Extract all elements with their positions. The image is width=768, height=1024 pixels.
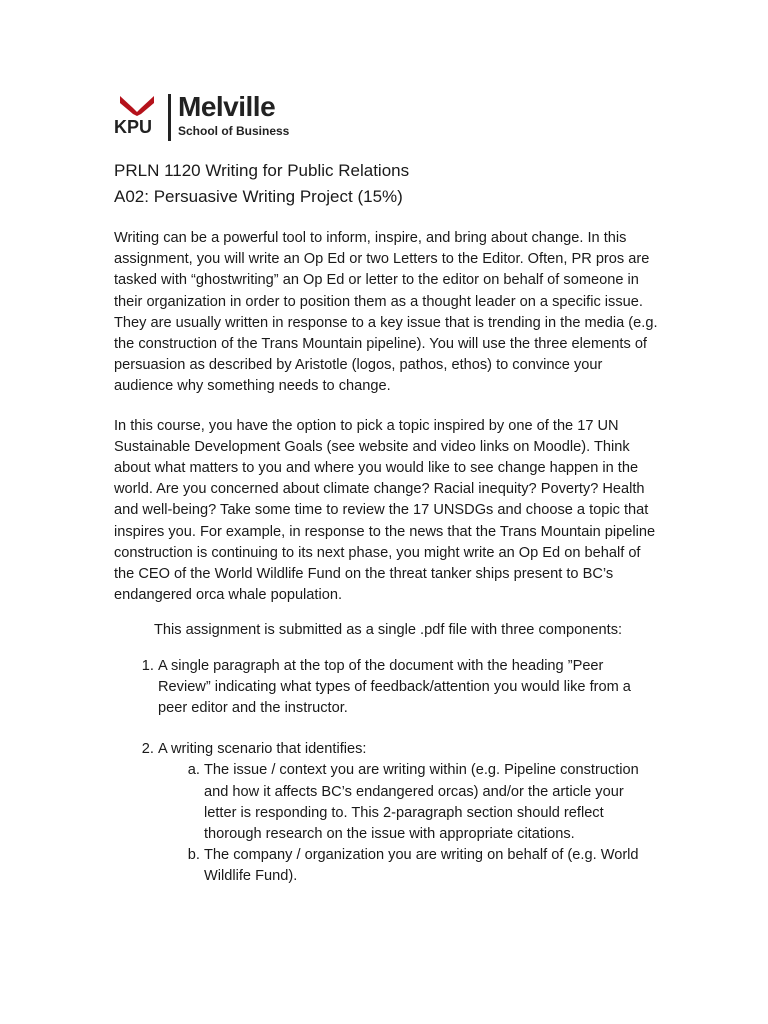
sub-list-item: b. The company / organization you are writing on behalf of (e.g. World Wildlife Fund).	[204, 845, 659, 887]
sub-list-item: a. The issue / context you are writing within (e.g. Pipeline construction and how it affects BC’s endangered orcas) and/or the article your letter is responding to. This 2-paragraph section should reflect thorough research on the issue with appropriate citations.	[204, 760, 659, 845]
component-text: A single paragraph at the top of the document with the heading ”Peer Review” indicating what types of feedback/attention you would like from a peer editor and the instructor.	[158, 657, 631, 717]
component-text: A writing scenario that identifies:	[158, 741, 367, 758]
logo-divider	[168, 94, 171, 141]
kpu-bird-icon	[114, 94, 160, 116]
list-item	[158, 656, 659, 720]
logo-name: Melville	[178, 91, 276, 122]
document-body	[114, 158, 659, 888]
course-title: PRLN 1120 Writing for Public Relations	[114, 161, 410, 180]
assignment-title: A02: Persuasive Writing Project (15%)	[114, 187, 403, 206]
logo-kpu-text: KPU	[114, 117, 153, 137]
list-item	[158, 739, 659, 887]
components-list	[114, 656, 659, 888]
topic-paragraph: In this course, you have the option to pick a topic inspired by one of the 17 UN Sustainable Development Goals (see website and video links on Moodle). Think about what matters to you and where you would like to see change happen in the world. Are you concerned about climate change? Racial inequity? Poverty? Health and well-being? Take some time to review the 17 UNSDGs and choose a topic that inspires you. For example, in response to the news that the Trans Mountain pipeline construction is continuing to its next phase, you might write an Op Ed on behalf of the CEO of the World Wildlife Fund on the threat tanker ships present to BC’s endangered orca whale population.	[114, 417, 656, 604]
logo-subtitle: School of Business	[178, 124, 290, 138]
intro-paragraph: Writing can be a powerful tool to inform, inspire, and bring about change. In this assignment, you will write an Op Ed or two Letters to the Editor. Often, PR pros are tasked with “ghostwriting” an Op Ed or letter to the editor on behalf of someone in their organization in order to position them as a thought leader on a specific issue. They are usually written in response to a key issue that is trending in the media (e.g. the construction of the Trans Mountain pipeline). You will use the three elements of persuasion as described by Aristotle (logos, pathos, ethos) to convince your audience why something needs to change.	[114, 230, 658, 395]
sub-list	[158, 760, 659, 887]
submission-intro: This assignment is submitted as a single .pdf file with three components:	[154, 622, 623, 639]
